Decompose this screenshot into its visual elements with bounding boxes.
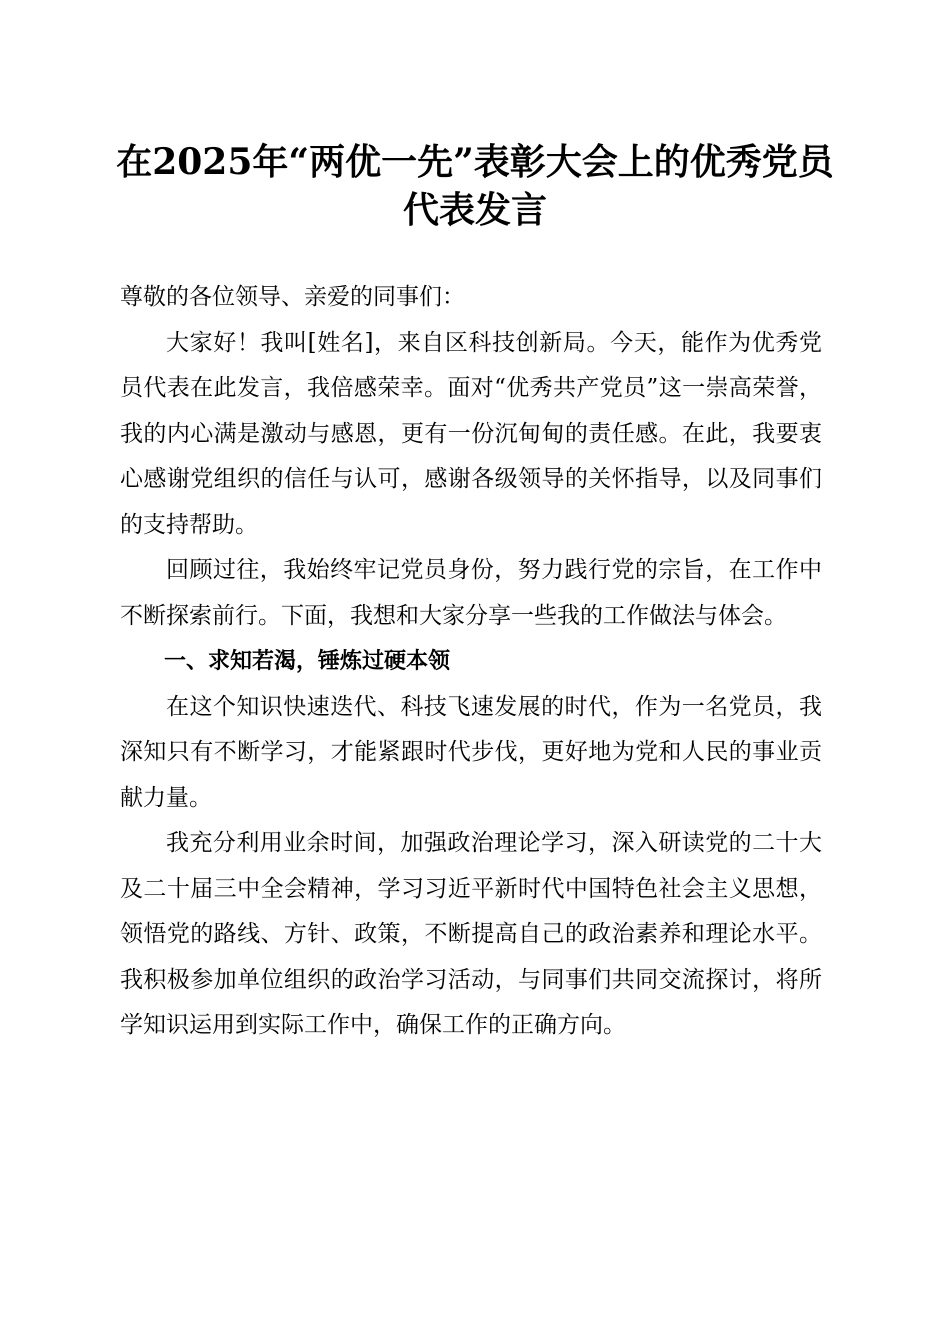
- paragraph-learning-era: 在这个知识快速迭代、科技飞速发展的时代，作为一名党员，我深知只有不断学习，才能紧跟时代步伐，更好地为党和人民的事业贡献力量。: [120, 693, 822, 811]
- salutation: 尊敬的各位领导、亲爱的同事们：: [120, 284, 465, 310]
- paragraph-review: 回顾过往，我始终牢记党员身份，努力践行党的宗旨，在工作中不断探索前行。下面，我想和大家分享一些我的工作做法与体会。: [120, 557, 822, 629]
- section-heading: 一、求知若渴，锤炼过硬本领: [164, 649, 451, 674]
- document-title: 在2025年“两优一先”表彰大会上的优秀党员代表发言: [116, 141, 834, 231]
- paragraph-introduction: 大家好！我叫[姓名]，来自区科技创新局。今天，能作为优秀党员代表在此发言，我倍感荣幸。面对“优秀共产党员”这一崇高荣誉，我的内心满是激动与感恩，更有一份沉甸甸的责任感。在此，我要衷心感谢党组织的信任与认可，感谢各级领导的关怀指导，以及同事们的支持帮助。: [120, 329, 822, 538]
- document-body: [120, 275, 822, 1049]
- paragraph-political-study: 我充分利用业余时间，加强政治理论学习，深入研读党的二十大及二十届三中全会精神，学习习近平新时代中国特色社会主义思想，领悟党的路线、方针、政策，不断提高自己的政治素养和理论水平。我积极参加单位组织的政治学习活动，与同事们共同交流探讨，将所学知识运用到实际工作中，确保工作的正确方向。: [120, 830, 822, 1038]
